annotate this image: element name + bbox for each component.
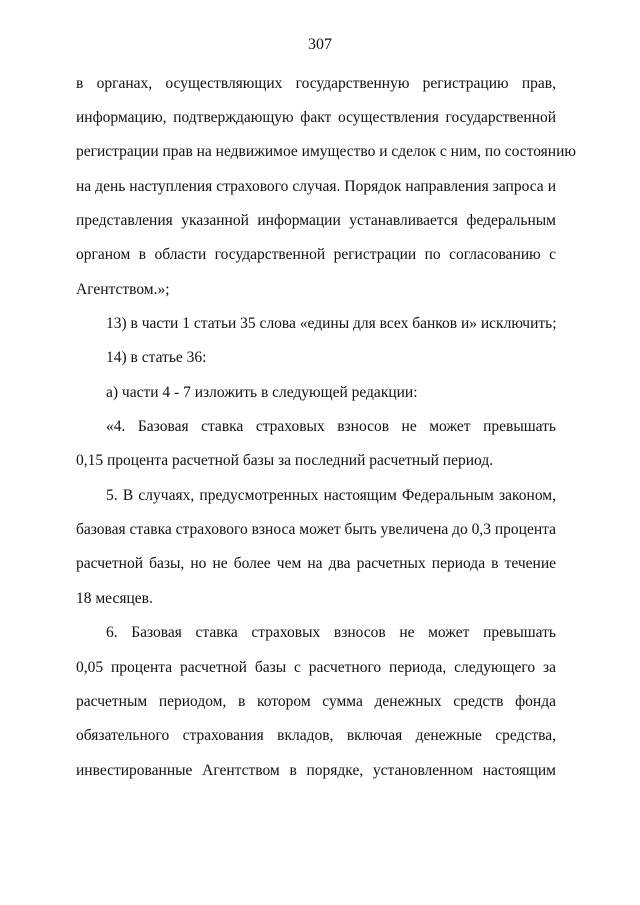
text-line: в органах, осуществляющих государственную регистрацию прав,	[76, 75, 556, 92]
text-line: «4. Базовая ставка страховых взносов не может превышать	[106, 418, 556, 435]
text-line: 18 месяцев.	[76, 590, 153, 607]
text-line: расчетным периодом, в котором сумма денежных средств фонда	[76, 693, 556, 710]
text-line: обязательного страхования вкладов, включая денежные средства,	[76, 727, 556, 744]
text-line: базовая ставка страхового взноса может быть увеличена до 0,3 процента	[76, 521, 556, 538]
text-line: расчетной базы, но не более чем на два расчетных периода в течение	[76, 555, 556, 572]
page-number: 307	[308, 36, 332, 53]
text-line: на день наступления страхового случая. Порядок направления запроса и	[76, 178, 556, 195]
text-line: Агентством.»;	[76, 281, 170, 298]
text-line: 0,05 процента расчетной базы с расчетного периода, следующего за	[76, 659, 556, 676]
text-line: 5. В случаях, предусмотренных настоящим Федеральным законом,	[106, 487, 556, 504]
text-line: регистрации прав на недвижимое имущество и сделок с ним, по состоянию	[76, 143, 576, 160]
text-line: 13) в части 1 статьи 35 слова «едины для всех банков и» исключить;	[106, 315, 557, 332]
text-line: информацию, подтверждающую факт осуществления государственной	[76, 109, 556, 126]
text-line: 14) в статье 36:	[106, 349, 207, 366]
text-line: 6. Базовая ставка страховых взносов не может превышать	[106, 624, 556, 641]
text-line: представления указанной информации устанавливается федеральным	[76, 212, 556, 229]
text-line: 0,15 процента расчетной базы за последний расчетный период.	[76, 452, 494, 469]
text-line: инвестированные Агентством в порядке, установленном настоящим	[76, 762, 556, 779]
text-line: органом в области государственной регистрации по согласованию с	[76, 246, 556, 263]
text-line: а) части 4 - 7 изложить в следующей редакции:	[106, 384, 418, 401]
